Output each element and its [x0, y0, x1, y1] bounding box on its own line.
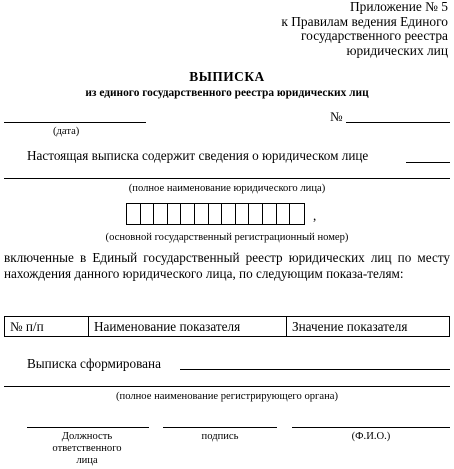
reg-number-cell[interactable] — [236, 204, 250, 224]
reg-number-cell[interactable] — [181, 204, 195, 224]
header-indicator-name: Наименование показателя — [89, 317, 287, 336]
reg-number-cell[interactable] — [154, 204, 168, 224]
signature-field-line[interactable] — [163, 427, 277, 428]
intro-field-line[interactable] — [406, 162, 450, 163]
full-name-label: (Ф.И.О.) — [351, 431, 391, 442]
reg-number-boxes[interactable] — [126, 203, 305, 225]
header-number: № п/п — [5, 317, 89, 336]
document-title: ВЫПИСКА — [189, 69, 265, 84]
reg-number-cell[interactable] — [263, 204, 277, 224]
full-name-field-line[interactable] — [292, 427, 450, 428]
document-subtitle: из единого государственного реестра юридических лиц — [85, 87, 369, 99]
reg-number-cell[interactable] — [195, 204, 209, 224]
appendix-line: к Правилам ведения Единого — [281, 13, 448, 29]
position-field-line[interactable] — [27, 427, 149, 428]
indicators-table-header — [4, 316, 450, 337]
reg-number-cell[interactable] — [290, 204, 304, 224]
reg-number-cell[interactable] — [222, 204, 236, 224]
reg-number-caption: (основной государственный регистрационный номер) — [105, 232, 349, 243]
reg-number-cell[interactable] — [168, 204, 182, 224]
reg-number-cell[interactable] — [249, 204, 263, 224]
date-field-line[interactable] — [4, 122, 146, 123]
date-label: (дата) — [53, 126, 80, 137]
appendix-line: Приложение № 5 — [349, 0, 448, 14]
number-field-line[interactable] — [346, 122, 450, 123]
authority-field-line[interactable] — [4, 386, 450, 387]
reg-number-cell[interactable] — [127, 204, 141, 224]
header-indicator-value: Значение показателя — [292, 319, 408, 334]
body-paragraph: включенные в Единый государственный реестр юридических лиц по месту нахождения данного юридического лица, по следующим показа-телям: — [4, 250, 450, 281]
formed-by-label: Выписка сформирована — [27, 356, 161, 371]
intro-text: Настоящая выписка содержит сведения о юридическом лице — [27, 148, 369, 163]
reg-number-cell[interactable] — [141, 204, 155, 224]
reg-number-suffix: , — [313, 208, 317, 223]
legal-name-field-line[interactable] — [4, 178, 450, 179]
sign-label: подпись — [201, 431, 239, 442]
appendix-line: государственного реестра — [301, 28, 448, 44]
reg-number-cell[interactable] — [209, 204, 223, 224]
formed-by-field-line[interactable] — [180, 369, 450, 370]
appendix-note — [281, 0, 448, 58]
position-label: Должность ответственного лица — [52, 431, 122, 466]
reg-number-cell[interactable] — [277, 204, 291, 224]
legal-name-caption: (полное наименование юридического лица) — [128, 183, 326, 194]
authority-caption: (полное наименование регистрирующего органа) — [116, 391, 338, 402]
appendix-line: юридических лиц — [346, 42, 448, 58]
number-label: № — [330, 109, 343, 124]
